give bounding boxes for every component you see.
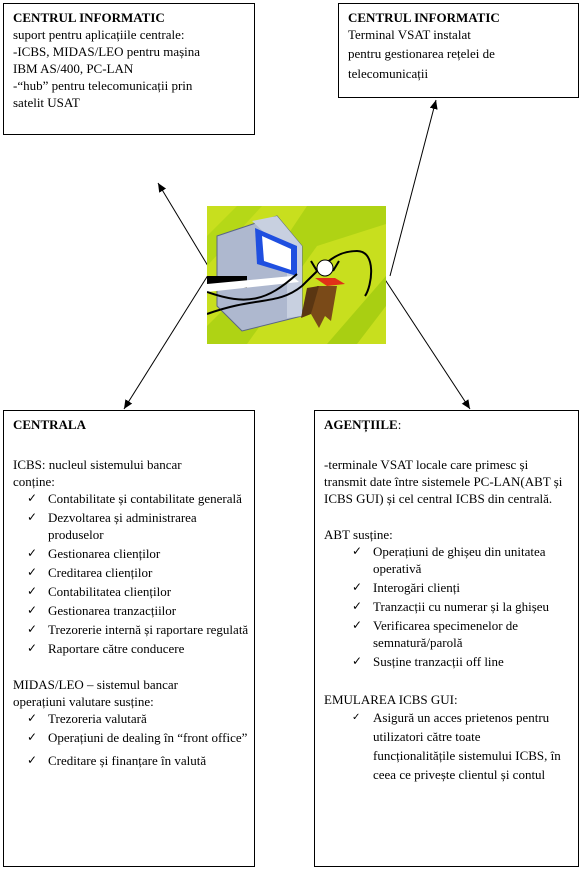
text-line: operațiuni valutare susține:: [13, 694, 154, 709]
list-item-label: Contabilitate și contabilitate generală: [48, 491, 242, 506]
check-icon: ✓: [27, 510, 38, 524]
box-centrala: [3, 410, 255, 867]
text-line: ABT susține:: [324, 527, 393, 542]
list-item: [324, 543, 572, 577]
arrow-to-bottom-right: [384, 278, 470, 409]
list-item: [13, 490, 254, 507]
arrow-to-top-left: [158, 183, 208, 266]
list-item: [13, 583, 254, 600]
check-icon: ✓: [352, 599, 363, 613]
text-line: satelit USAT: [13, 95, 80, 110]
text-line: telecomunicații: [348, 66, 429, 81]
intro-paragraph: -terminale VSAT locale care primesc și transmit date între sistemele PC-LAN(ABT și ICBS GUI) și cel central ICBS din centrală.: [324, 457, 563, 506]
list-item: [13, 729, 254, 746]
box-title: CENTRALA: [13, 417, 86, 432]
list-item: [324, 579, 572, 596]
icbs-feature-list: [13, 490, 254, 657]
text-line: suport pentru aplicațiile centrale:: [13, 27, 185, 42]
list-item: [324, 598, 572, 615]
list-item: [13, 621, 254, 638]
box-title-suffix: :: [397, 417, 402, 432]
list-item: [13, 752, 254, 769]
list-item-label: Contabilitatea clienților: [48, 584, 172, 599]
check-icon: ✓: [27, 584, 38, 598]
box-centrul-informatic-main: [3, 3, 255, 135]
list-item: [13, 640, 254, 657]
text-line: conține:: [13, 474, 55, 489]
list-item: [324, 617, 572, 651]
check-icon: ✓: [27, 491, 38, 505]
box-agentiile: [314, 410, 579, 867]
list-item-label: Interogări clienți: [373, 580, 460, 595]
text-line: pentru gestionarea rețelei de: [348, 46, 495, 61]
box-title: AGENȚIILE: [324, 417, 398, 432]
box-title: CENTRUL INFORMATIC: [13, 10, 165, 25]
list-item-label: Dezvoltarea și administrarea produselor: [48, 510, 197, 542]
box-title: CENTRUL INFORMATIC: [348, 10, 500, 25]
list-item-label: Operațiuni de ghișeu din unitatea operativă: [373, 544, 546, 576]
list-item-label: Gestionarea clienților: [48, 546, 161, 561]
computer-person-clipart: [207, 206, 386, 344]
list-item: [13, 509, 254, 543]
list-item-label: Gestionarea tranzacțiilor: [48, 603, 177, 618]
midas-feature-list: [13, 710, 254, 769]
text-line: -“hub” pentru telecomunicații prin: [13, 78, 193, 93]
list-item-label: Trezoreria valutară: [48, 711, 147, 726]
check-icon: ✓: [27, 641, 38, 655]
box-centrul-informatic-vsat: [338, 3, 579, 98]
abt-feature-list: [324, 543, 572, 670]
list-item: [13, 545, 254, 562]
list-item-label: Asigură un acces prietenos pentru utilizatori către toate funcționalitățile sistemului ICBS, în ceea ce privește clientul și contul: [373, 710, 561, 782]
list-item-label: Verificarea specimenelor de semnatură/parolă: [373, 618, 519, 650]
box-title-row: [324, 416, 572, 433]
check-icon: ✓: [27, 622, 38, 636]
list-item: [13, 710, 254, 727]
text-line: IBM AS/400, PC-LAN: [13, 61, 134, 76]
check-icon: ✓: [27, 711, 38, 725]
gui-feature-list: [324, 708, 572, 784]
list-item-label: Creditarea clienților: [48, 565, 153, 580]
check-icon: ✓: [27, 753, 38, 767]
list-item-label: Trezorerie internă și raportare regulată: [48, 622, 249, 637]
check-icon: ✓: [352, 712, 361, 723]
list-item: [324, 653, 572, 670]
list-item-label: Tranzacții cu numerar și la ghișeu: [373, 599, 550, 614]
check-icon: ✓: [352, 544, 363, 558]
list-item: [13, 564, 254, 581]
arrow-to-top-right: [390, 100, 436, 276]
arrow-to-bottom-left: [124, 272, 210, 409]
list-item-label: Operațiuni de dealing în “front office”: [48, 730, 248, 745]
text-line: MIDAS/LEO – sistemul bancar: [13, 677, 179, 692]
list-item-label: Creditare și finanțare în valută: [48, 753, 207, 768]
check-icon: ✓: [27, 546, 38, 560]
check-icon: ✓: [352, 580, 363, 594]
check-icon: ✓: [27, 603, 38, 617]
check-icon: ✓: [352, 654, 363, 668]
text-line: -ICBS, MIDAS/LEO pentru mașina: [13, 44, 201, 59]
text-line: Terminal VSAT instalat: [348, 27, 471, 42]
check-icon: ✓: [27, 730, 38, 744]
list-item: [324, 708, 572, 784]
text-line: EMULAREA ICBS GUI:: [324, 692, 458, 707]
check-icon: ✓: [352, 618, 363, 632]
list-item: [13, 602, 254, 619]
check-icon: ✓: [27, 565, 38, 579]
text-line: ICBS: nucleul sistemului bancar: [13, 457, 182, 472]
list-item-label: Raportare către conducere: [48, 641, 185, 656]
list-item-label: Susține tranzacții off line: [373, 654, 504, 669]
